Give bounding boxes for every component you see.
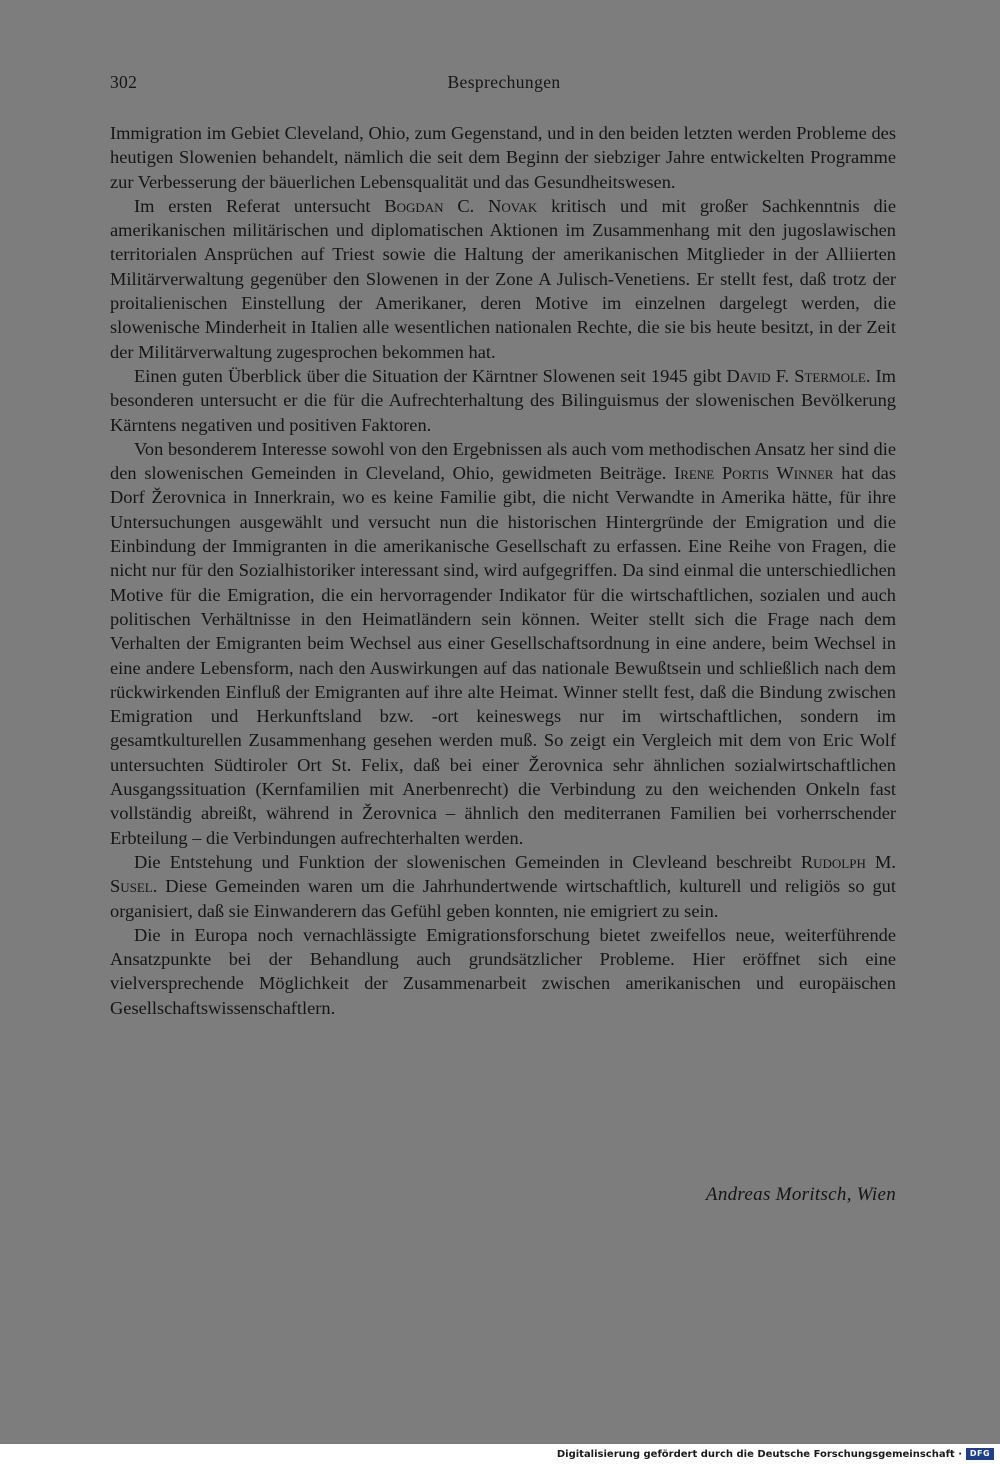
dfg-logo-icon: DFG	[966, 1448, 994, 1460]
author-name: Bogdan C. Novak	[384, 195, 538, 216]
author-signature: Andreas Moritsch, Wien	[705, 1184, 896, 1205]
paragraph-text: . Diese Gemeinden waren um die Jahrhundertwende wirtschaftlich, kulturell und religiös so gut organisiert, daß sie Einwanderern das Gefühl geben konnten, nie emigriert zu sein.	[110, 876, 896, 921]
page-header	[110, 72, 898, 98]
paragraph	[110, 194, 896, 364]
digitization-footer	[0, 1444, 1000, 1464]
paragraph	[110, 121, 896, 194]
paragraph-text: Im ersten Referat untersucht	[134, 195, 385, 216]
review-body-text	[110, 121, 896, 1020]
author-name: David F. Stermole	[726, 365, 866, 386]
paragraph	[110, 437, 896, 850]
paragraph-text: kritisch und mit großer Sachkenntnis die amerikanischen militärischen und diplomatischen Aktionen im Zusammenhang mit den jugoslawischen territorialen Ansprüchen auf Triest sowie die Haltung der amerikanischen Mitglieder in der Alliierten Militärverwaltung gegenüber den Slowenen in der Zone A Julisch-Venetiens. Er stellt fest, daß trotz der proitalienischen Einstellung der Amerikaner, deren Motive im einzelnen dargelegt werden, die slowenische Minderheit in Italien alle wesentlichen nationalen Rechte, die sie bis heute besitzt, in der Zeit der Militärverwaltung zugesprochen bekommen hat.	[110, 195, 896, 362]
running-head: Besprechungen	[447, 72, 561, 92]
author-name: Rudolph M. Susel	[110, 851, 896, 897]
paragraph-text: hat das Dorf Žerovnica in Innerkrain, wo es keine Familie gibt, die nicht Verwandte in Amerika hätte, für ihre Untersuchungen ausgewählt und versucht nun die historischen Hintergründe der Emigration und die Einbindung der Immigranten in die amerikanische Gesellschaft zu erfassen. Eine Reihe von Fragen, die nicht nur für den Sozialhistoriker interessant sind, wird aufgegriffen. Da sind einmal die unterschiedlichen Motive für die Emigration, die ein hervorragender Indikator für die wirtschaftlichen, sozialen und auch politischen Verhältnisse in den Heimatländern sein können. Weiter stellt sich die Frage nach dem Verhalten der Emigranten beim Wechsel aus einer Gesellschaftsordnung in eine andere, beim Wechsel in eine andere Lebensform, nach den Auswirkungen auf das nationale Bewußtsein und schließlich nach dem rückwirkenden Einfluß der Emigranten auf ihre alte Heimat. Winner stellt fest, daß die Bindung zwischen Emigration und Herkunftsland bzw. -ort keineswegs nur im wirtschaftlichen, sondern im gesamtkulturellen Zusammenhang gesehen werden muß. So zeigt ein Vergleich mit dem von Eric Wolf untersuchten Südtiroler Ort St. Felix, daß bei einer Žerovnica sehr ähnlichen sozialwirtschaftlichen Ausgangssituation (Kernfamilien mit Anerbenrecht) die Verbindung zu den weichenden Onkeln fast vollständig abreißt, während in Žerovnica – ähnlich den mediterranen Familien bei vorherrschender Erbteilung – die Verbindungen aufrechterhalten werden.	[110, 463, 896, 848]
footer-credit: Digitalisierung gefördert durch die Deutsche Forschungsgemeinschaft ·	[556, 1449, 962, 1460]
paragraph-text: Einen guten Überblick über die Situation der Kärntner Slowenen seit 1945 gibt	[134, 365, 727, 386]
paragraph	[110, 923, 896, 1020]
author-name: Irene Portis Winner	[674, 463, 834, 484]
paragraph-text: Immigration im Gebiet Cleveland, Ohio, zum Gegenstand, und in den beiden letzten werden Probleme des heutigen Slowenien behandelt, nämlich die seit dem Beginn der siebziger Jahre entwickelten Programme zur Verbesserung der bäuerlichen Lebensqualität und das Gesundheitswesen.	[110, 123, 896, 192]
paragraph-text: Von besonderem Interesse sowohl von den Ergebnissen als auch vom methodischen Ansatz her sind die den slowenischen Gemeinden in Cleveland, Ohio, gewidmeten Beiträge.	[110, 438, 896, 484]
paragraph-text: Die Entstehung und Funktion der slowenischen Gemeinden in Clevleand beschreibt	[134, 851, 801, 872]
paragraph-text: Die in Europa noch vernachlässigte Emigrationsforschung bietet zweifellos neue, weiterführende Ansatzpunkte bei der Behandlung auch grundsätzlicher Probleme. Hier eröffnet sich eine vielversprechende Möglichkeit der Zusammenarbeit zwischen amerikanischen und europäischen Gesellschaftswissenschaftlern.	[110, 924, 896, 1018]
paragraph	[110, 850, 896, 923]
paragraph-text: . Im besonderen untersucht er die für die Aufrechterhaltung des Bilinguismus der slowenischen Bevölkerung Kärntens negativen und positiven Faktoren.	[110, 365, 896, 435]
paragraph	[110, 364, 896, 437]
page-number: 302	[110, 72, 138, 92]
